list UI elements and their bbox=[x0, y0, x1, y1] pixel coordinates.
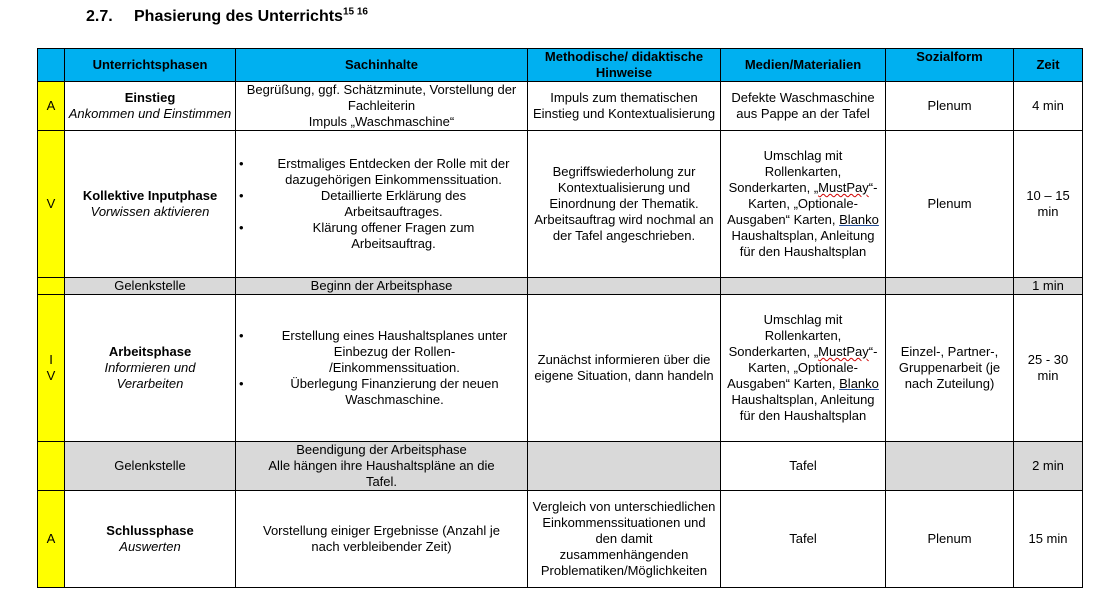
phase-subtitle: Ankommen und Einstimmen bbox=[68, 106, 232, 121]
table-row-schluss bbox=[38, 491, 1083, 588]
section-heading bbox=[86, 8, 368, 26]
phase-letter bbox=[38, 295, 65, 442]
phase-cell: Gelenkstelle bbox=[65, 278, 236, 295]
list-item: • Überlegung Finanzierung der neuen Waschmaschine. bbox=[239, 376, 524, 408]
phase-letter: A bbox=[38, 82, 65, 131]
social-cell: Plenum bbox=[886, 131, 1014, 278]
header-social: Sozialform bbox=[886, 49, 1014, 82]
content-text-2: Alle hängen ihre Haushaltspläne an die Tafel. bbox=[268, 458, 495, 489]
phase-letter bbox=[38, 442, 65, 491]
phase-title: Schlussphase bbox=[106, 523, 194, 538]
media-cell: Tafel bbox=[721, 491, 886, 588]
method-cell: Begriffswiederholung zur Kontextualisierung und Einordnung der Thematik. Arbeitsauftrag wird nochmal an der Tafel angeschrieben. bbox=[528, 131, 721, 278]
phase-title: Kollektive Inputphase bbox=[82, 188, 218, 203]
media-blanko: Blanko bbox=[839, 376, 879, 391]
method-cell: Vergleich von unterschiedlichen Einkommenssituationen und den damit zusammenhängenden Problematiken/Möglichkeiten bbox=[528, 491, 721, 588]
list-item: • Detaillierte Erklärung des Arbeitsauftrages. bbox=[239, 188, 524, 220]
phase-letter: A bbox=[38, 491, 65, 588]
phase-cell bbox=[65, 131, 236, 278]
media-cell bbox=[721, 131, 886, 278]
list-item: • Klärung offener Fragen zum Arbeitsauftrag. bbox=[239, 220, 524, 252]
footnote-refs: 15 16 bbox=[342, 6, 368, 18]
header-time: Zeit bbox=[1014, 49, 1083, 82]
phase-cell bbox=[65, 295, 236, 442]
phase-table bbox=[37, 48, 1083, 588]
time-cell: 25 - 30 min bbox=[1014, 295, 1083, 442]
phase-title: Arbeitsphase bbox=[108, 344, 192, 359]
table-row-gelenk-1 bbox=[38, 278, 1083, 295]
media-cell: Tafel bbox=[721, 442, 886, 491]
content-cell: Vorstellung einiger Ergebnisse (Anzahl je nach verbleibender Zeit) bbox=[236, 491, 528, 588]
list-item: • Erstmaliges Entdecken der Rolle mit der dazugehörigen Einkommenssituation. bbox=[239, 156, 524, 188]
social-cell: Einzel-, Partner-, Gruppenarbeit (je nach Zuteilung) bbox=[886, 295, 1014, 442]
header-content: Sachinhalte bbox=[236, 49, 528, 82]
content-text-2: Impuls „Waschmaschine“ bbox=[308, 114, 455, 129]
media-text: Umschlag mit Rollenkarten, Sonderkarten, „ bbox=[728, 312, 843, 359]
media-mustpay: MustPay bbox=[818, 180, 869, 195]
social-cell bbox=[886, 442, 1014, 491]
phase-cell bbox=[65, 82, 236, 131]
phase-cell: Gelenkstelle bbox=[65, 442, 236, 491]
phase-subtitle: Informieren und Verarbeiten bbox=[104, 360, 196, 391]
header-media: Medien/Materialien bbox=[721, 49, 886, 82]
time-cell: 10 – 15 min bbox=[1014, 131, 1083, 278]
section-title: Phasierung des Unterrichts bbox=[134, 8, 343, 25]
section-number: 2.7. bbox=[86, 8, 113, 25]
content-cell: Beginn der Arbeitsphase bbox=[236, 278, 528, 295]
method-cell: Zunächst informieren über die eigene Situation, dann handeln bbox=[528, 295, 721, 442]
phase-letter-1: I bbox=[49, 352, 53, 367]
phase-subtitle: Vorwissen aktivieren bbox=[90, 204, 210, 219]
media-mustpay: MustPay bbox=[818, 344, 869, 359]
media-text-2: “-Karten, „Optionale-Ausgaben“ Karten, bbox=[727, 180, 878, 227]
social-cell: Plenum bbox=[886, 491, 1014, 588]
phase-letter bbox=[38, 278, 65, 295]
header-row bbox=[38, 49, 1083, 82]
header-letter-cell bbox=[38, 49, 65, 82]
table-row-gelenk-2 bbox=[38, 442, 1083, 491]
content-text: Beendigung der Arbeitsphase bbox=[296, 442, 467, 457]
media-text: Umschlag mit Rollenkarten, Sonderkarten, „ bbox=[728, 148, 843, 195]
phase-cell bbox=[65, 491, 236, 588]
social-cell bbox=[886, 278, 1014, 295]
table-row-arbeit bbox=[38, 295, 1083, 442]
phase-subtitle: Auswerten bbox=[119, 539, 181, 554]
phase-title: Einstieg bbox=[124, 90, 176, 105]
content-cell bbox=[236, 82, 528, 131]
content-list bbox=[239, 328, 524, 408]
content-cell bbox=[236, 131, 528, 278]
content-list bbox=[239, 156, 524, 252]
header-method: Methodische/ didaktische Hinweise bbox=[528, 49, 721, 82]
social-cell: Plenum bbox=[886, 82, 1014, 131]
table-row-input bbox=[38, 131, 1083, 278]
time-cell: 2 min bbox=[1014, 442, 1083, 491]
phase-letter-2: V bbox=[46, 368, 56, 383]
time-cell: 1 min bbox=[1014, 278, 1083, 295]
list-item: • Erstellung eines Haushaltsplanes unter Einbezug der Rollen- /Einkommenssituation. bbox=[239, 328, 524, 376]
content-cell bbox=[236, 442, 528, 491]
time-cell: 15 min bbox=[1014, 491, 1083, 588]
time-cell: 4 min bbox=[1014, 82, 1083, 131]
method-cell bbox=[528, 278, 721, 295]
phase-letter: V bbox=[38, 131, 65, 278]
method-cell: Impuls zum thematischen Einstieg und Kontextualisierung bbox=[528, 82, 721, 131]
media-cell bbox=[721, 295, 886, 442]
header-phases: Unterrichtsphasen bbox=[65, 49, 236, 82]
content-text: Begrüßung, ggf. Schätzminute, Vorstellung der Fachleiterin bbox=[246, 82, 517, 113]
media-text-2: “-Karten, „Optionale-Ausgaben“ Karten, bbox=[727, 344, 878, 391]
media-blanko: Blanko bbox=[839, 212, 879, 227]
media-cell: Defekte Waschmaschine aus Pappe an der Tafel bbox=[721, 82, 886, 131]
content-cell bbox=[236, 295, 528, 442]
media-text-3: Haushaltsplan, Anleitung für den Haushaltsplan bbox=[731, 392, 875, 423]
method-cell bbox=[528, 442, 721, 491]
table-row-einstieg bbox=[38, 82, 1083, 131]
media-cell bbox=[721, 278, 886, 295]
media-text-3: Haushaltsplan, Anleitung für den Haushaltsplan bbox=[731, 228, 875, 259]
